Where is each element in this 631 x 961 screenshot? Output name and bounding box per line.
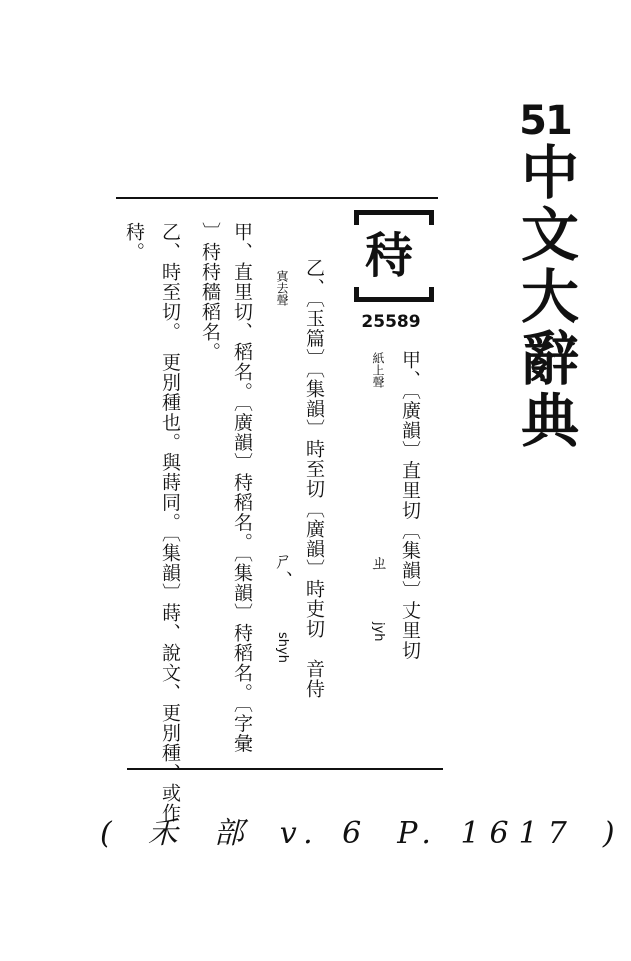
- entry-column-2: [366, 352, 390, 642]
- top-rule: [116, 197, 438, 199]
- entry-column-7: 乙、時至切。 更別種也。與蒔同。〔集韻〕蒔、說文、更別種、或作: [159, 222, 181, 823]
- book-title: 中文大辭典: [511, 142, 579, 452]
- entry-column-3: 乙、〔玉篇〕〔集韻〕時至切〔廣韻〕時吏切 音侍: [303, 258, 325, 699]
- citation-volume: v. 6: [279, 816, 372, 851]
- romanization: jyh: [371, 622, 386, 642]
- citation-section: 部: [213, 816, 254, 851]
- entry-number: 25589: [361, 312, 421, 332]
- romanization-2: shyh: [275, 632, 290, 664]
- bopomofo-reading-2: ㄕ、: [271, 550, 293, 591]
- citation-close-paren: ): [602, 816, 625, 851]
- citation-page: P. 1617: [397, 816, 577, 851]
- citation-open-paren: (: [100, 816, 122, 851]
- headword: 秲: [364, 228, 413, 284]
- entry-column-6: 〕秲秲穡稻名。: [199, 222, 221, 362]
- entry-column-4: [270, 270, 294, 663]
- bracket-bottom: [354, 287, 434, 302]
- rhyme-label: 紙上聲: [371, 352, 385, 388]
- book-number: 51: [519, 98, 571, 144]
- bottom-rule: [127, 768, 443, 770]
- bopomofo-reading: ㄓ: [367, 552, 389, 573]
- headword-box: [354, 210, 424, 302]
- bracket-top: [354, 210, 434, 225]
- handwritten-citation: [100, 808, 625, 852]
- entry-column-8: 秲。: [123, 222, 145, 262]
- citation-radical: 禾: [147, 816, 188, 851]
- entry-column-5: 甲、直里切、稻名。〔廣韻〕秲稻名。〔集韻〕秲稻名。〔字彙: [231, 222, 253, 754]
- entry-column-1: 甲、〔廣韻〕直里切〔集韻〕丈里切: [399, 350, 421, 661]
- rhyme-label-2: 寘去聲: [275, 270, 289, 306]
